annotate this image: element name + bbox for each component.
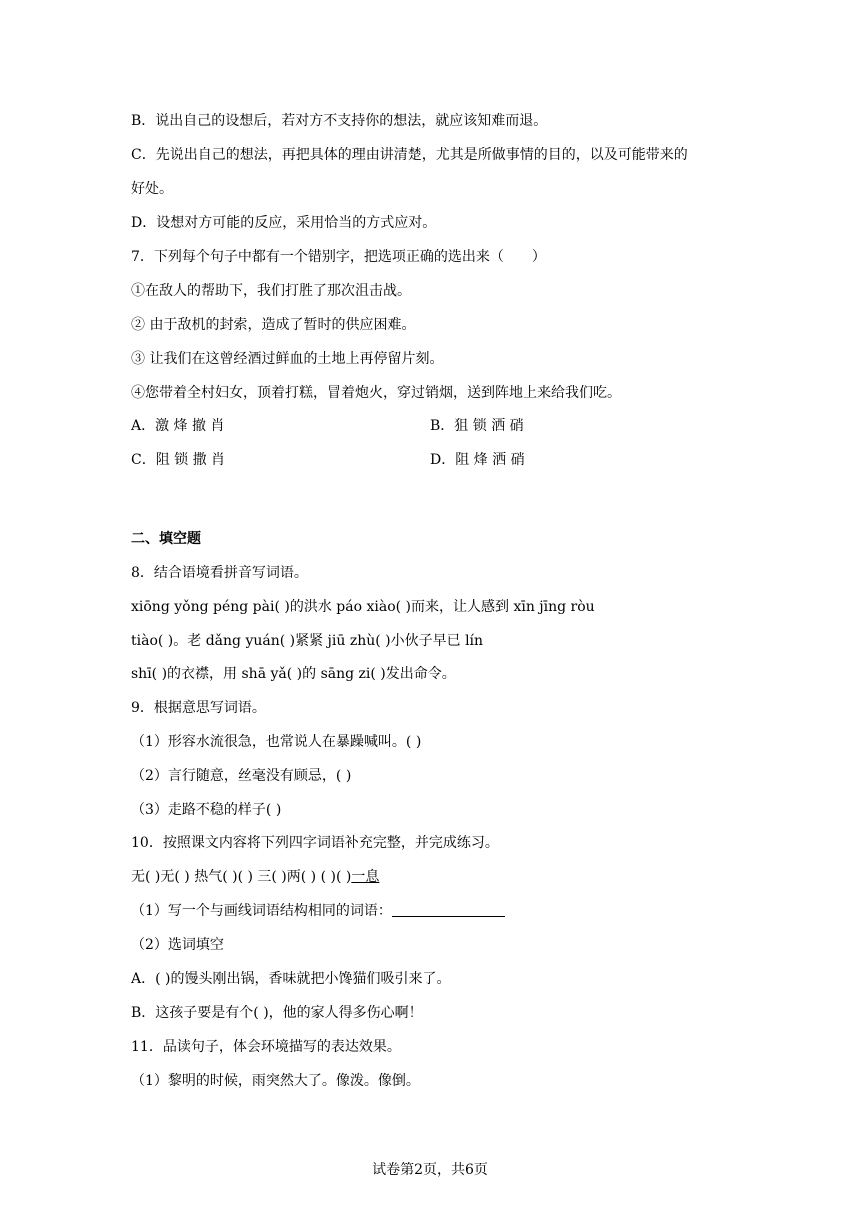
q8-line-1: xiōng yǒng péng pài( )的洪水 páo xiào( )而来，让人感到 xīn jīng ròu (131, 599, 595, 615)
q7-option-b[interactable]: B．狙 锁 洒 硝 (430, 418, 524, 434)
q10-underlined-word: 一息 (351, 869, 380, 885)
q10-words (131, 867, 379, 887)
q8-line-2: tiào( )。老 dǎng yuán( )紧紧 jiū zhù( )小伙子早已 lín (131, 633, 484, 649)
q10-choice-b: B．这孩子要是有个( )，他的家人得多伤心啊！ (131, 1005, 423, 1021)
q10-part-1-text: （1）写一个与画线词语结构相同的词语： (131, 903, 392, 919)
q7-sentence-1: ①在敌人的帮助下，我们打胜了那次沮击战。 (131, 283, 411, 299)
q9-item-1: （1）形容水流很急，也常说人在暴躁喊叫。( ) (131, 734, 422, 750)
q6-option-c-line2: 好处。 (131, 181, 173, 197)
q7-stem: 7．下列每个句子中都有一个错别字，把选项正确的选出来（ ） (131, 249, 546, 265)
q10-part-1 (131, 901, 505, 921)
section-title-fill-in: 二、填空题 (131, 531, 201, 547)
q10-choice-a: A．( )的馒头刚出锅，香味就把小馋猫们吸引来了。 (131, 971, 451, 987)
q7-sentence-2: ② 由于敌机的封索，造成了暂时的供应困难。 (131, 317, 416, 333)
q8-stem: 8．结合语境看拼音写词语。 (131, 565, 308, 581)
q9-item-3: （3）走路不稳的样子( ) (131, 802, 282, 818)
q11-stem: 11．品读句子，体会环境描写的表达效果。 (131, 1039, 401, 1055)
q11-item-1: （1）黎明的时候，雨突然大了。像泼。像倒。 (131, 1073, 420, 1089)
q6-option-c-line1: C．先说出自己的想法，再把具体的理由讲清楚，尤其是所做事情的目的，以及可能带来的 (131, 147, 688, 163)
q10-answer-blank[interactable] (392, 902, 505, 917)
q10-word-blanks: 无( )无( ) 热气( )( ) 三( )两( ) ( )( ) (131, 869, 352, 885)
q10-stem: 10．按照课文内容将下列四字词语补充完整，并完成练习。 (131, 835, 499, 851)
q6-option-b: B．说出自己的设想后，若对方不支持你的想法，就应该知难而退。 (131, 113, 548, 129)
q7-sentence-4: ④您带着全村妇女，顶着打糕，冒着炮火，穿过销烟，送到阵地上来给我们吃。 (131, 385, 621, 401)
q9-item-2: （2）言行随意，丝毫没有顾忌，( ) (131, 768, 352, 784)
q10-part-2: （2）选词填空 (131, 937, 224, 953)
q7-option-a[interactable]: A．激 烽 撤 肖 (131, 418, 225, 434)
page-footer: 试卷第2页，共6页 (372, 1162, 488, 1178)
q7-option-c[interactable]: C．阻 锁 撒 肖 (131, 452, 226, 468)
q8-line-3: shī( )的衣襟，用 shā yǎ( )的 sāng zi( )发出命令。 (131, 666, 456, 682)
q9-stem: 9．根据意思写词语。 (131, 700, 266, 716)
q7-option-d[interactable]: D．阻 烽 洒 硝 (430, 452, 525, 468)
q6-option-d: D．设想对方可能的反应，采用恰当的方式应对。 (131, 215, 437, 231)
q7-sentence-3: ③ 让我们在这曾经酒过鲜血的土地上再停留片刻。 (131, 351, 444, 367)
